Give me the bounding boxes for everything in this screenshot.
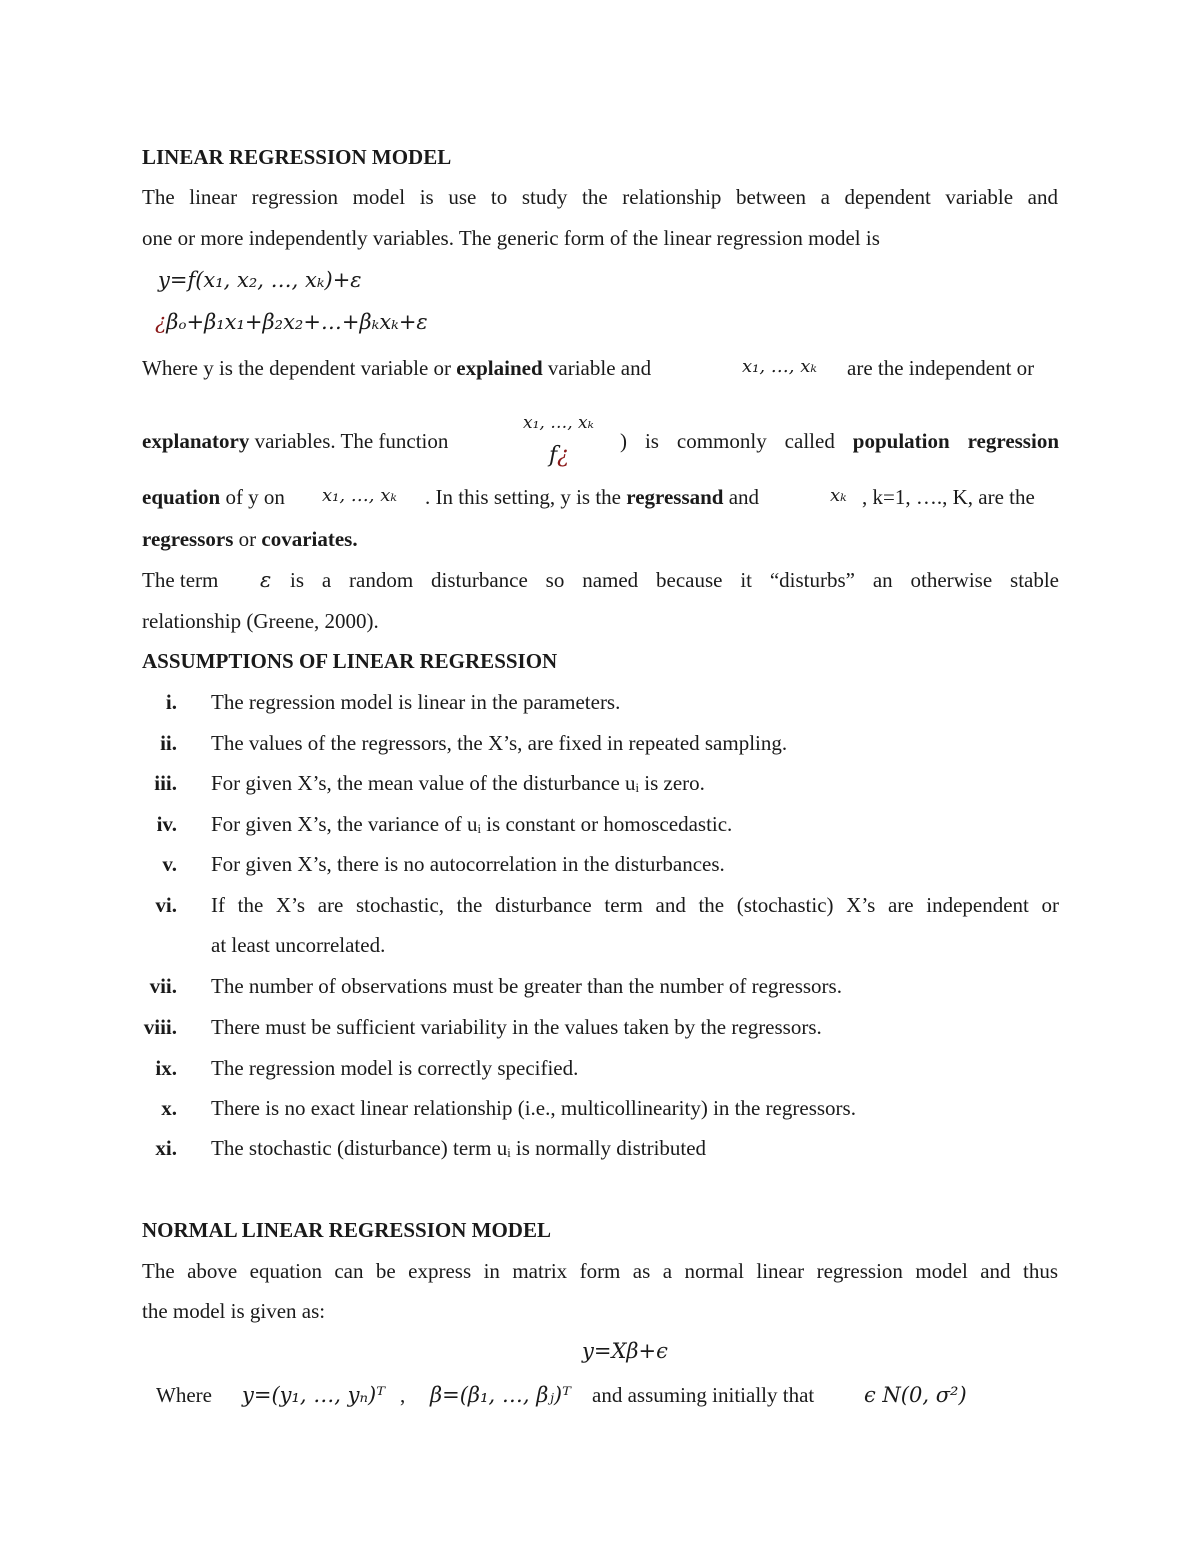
assumption-num: i.: [165, 690, 177, 714]
para8-math-y: y=(y₁, …, yₙ)ᵀ: [242, 1383, 386, 1407]
heading-normal-linear-regression: NORMAL LINEAR REGRESSION MODEL: [142, 1218, 551, 1242]
para2-text-a: Where y is the dependent variable or: [142, 356, 457, 380]
para3-f-glyph: ¿: [557, 443, 569, 468]
para6-text-c: relationship (Greene, 2000).: [142, 609, 379, 633]
equation-2-body: βₒ+β₁x₁+β₂x₂+…+βₖxₖ+ε: [166, 310, 428, 334]
assumption-text: The number of observations must be greater than the number of regressors.: [211, 974, 842, 998]
assumption-text: If the X’s are stochastic, the disturbance term and the (stochastic) X’s are independent or: [211, 893, 1059, 917]
para1-line2: one or more independently variables. The generic form of the linear regression model is: [142, 226, 880, 250]
para2-bold-explained: explained: [456, 356, 543, 380]
para5-bold-covariates: covariates.: [261, 527, 358, 551]
para4-start: [142, 487, 285, 508]
para4-bold-regressand: regressand: [626, 485, 724, 509]
para4-text-e: and: [723, 485, 760, 509]
assumption-text: The stochastic (disturbance) term uᵢ is normally distributed: [211, 1136, 707, 1160]
para3-math-f: [549, 445, 569, 467]
para2-line1: [142, 358, 651, 379]
para6-text-a: The term: [142, 568, 219, 592]
assumption-num: vi.: [155, 893, 177, 917]
assumption-text-continued: at least uncorrelated.: [211, 933, 386, 957]
assumption-text: The values of the regressors, the X’s, are fixed in repeated sampling.: [211, 731, 788, 755]
para3-bold-population-regression: population regression: [852, 429, 1059, 453]
assumption-text: There must be sufficient variability in the values taken by the regressors.: [211, 1015, 822, 1039]
para4-middle: [425, 487, 759, 508]
para4-text-b: of y on: [220, 485, 285, 509]
assumption-text: For given X’s, the variance of uᵢ is constant or homoscedastic.: [211, 812, 733, 836]
para6-text-b: is a random disturbance so named because it “disturbs” an otherwise stable: [290, 568, 1059, 592]
assumption-num: vii.: [149, 974, 177, 998]
assumption-text: For given X’s, the mean value of the disturbance uᵢ is zero.: [211, 771, 705, 795]
para4-text-f: , k=1, …., K, are the: [862, 485, 1035, 509]
para1-line1: The linear regression model is use to study the relationship between a dependent variable and: [142, 185, 1058, 209]
para5-text-or: or: [233, 527, 262, 551]
para7-line1: The above equation can be express in matrix form as a normal linear regression model and thus: [142, 1259, 1058, 1283]
para4-bold-equation: equation: [142, 485, 221, 509]
para3-bold-explanatory: explanatory: [142, 429, 250, 453]
assumption-text: The regression model is correctly specified.: [211, 1056, 579, 1080]
para2-text-d: are the independent or: [847, 356, 1035, 380]
para4-text-c: . In this setting, y is the: [425, 485, 627, 509]
assumption-num: ii.: [160, 731, 177, 755]
assumption-num: v.: [162, 852, 177, 876]
assumption-num: ix.: [155, 1056, 177, 1080]
para3-math-top: x₁, …, xₖ: [523, 413, 594, 433]
assumption-num: iii.: [154, 771, 177, 795]
assumption-num: viii.: [143, 1015, 177, 1039]
para2-math: x₁, …, xₖ: [742, 356, 817, 377]
para2-text-c: variable and: [542, 356, 652, 380]
para3-text-b: variables. The function: [249, 429, 449, 453]
para8-where: Where: [156, 1383, 212, 1407]
heading-linear-regression-model: LINEAR REGRESSION MODEL: [142, 145, 452, 169]
para5-line: [142, 529, 358, 550]
para3-f-symbol: f: [549, 443, 558, 468]
para5-bold-regressors: regressors: [142, 527, 234, 551]
para8-math-beta: β=(β₁, …, βⱼ)ᵀ: [430, 1383, 571, 1407]
assumption-text: The regression model is linear in the parameters.: [211, 690, 621, 714]
para6-epsilon: ε: [260, 568, 272, 592]
para8-math-dist: ϵ N(0, σ²): [864, 1383, 967, 1407]
assumption-num: iv.: [156, 812, 177, 836]
heading-assumptions: ASSUMPTIONS OF LINEAR REGRESSION: [142, 649, 558, 673]
assumption-text: For given X’s, there is no autocorrelation in the disturbances.: [211, 852, 725, 876]
para3-text-c: ) is commonly called: [620, 429, 853, 453]
assumption-text: There is no exact linear relationship (i.e., multicollinearity) in the regressors.: [211, 1096, 856, 1120]
para8-comma: ,: [400, 1383, 406, 1407]
equation-2-glyph: ¿: [155, 310, 167, 334]
para7-line2: the model is given as:: [142, 1299, 326, 1323]
para4-math1: x₁, …, xₖ: [322, 485, 397, 506]
para3-line1: [142, 431, 448, 452]
assumption-num: xi.: [155, 1136, 177, 1160]
equation-1: y=f(x₁, x₂, …, xₖ)+ε: [158, 268, 362, 292]
para3-text-right: [620, 431, 1059, 452]
para4-math2: xₖ: [830, 485, 847, 506]
para8-text-b: and assuming initially that: [592, 1383, 815, 1407]
assumption-num: x.: [161, 1096, 177, 1120]
equation-2: [155, 312, 428, 333]
equation-3: y=Xβ+ϵ: [582, 1339, 668, 1363]
